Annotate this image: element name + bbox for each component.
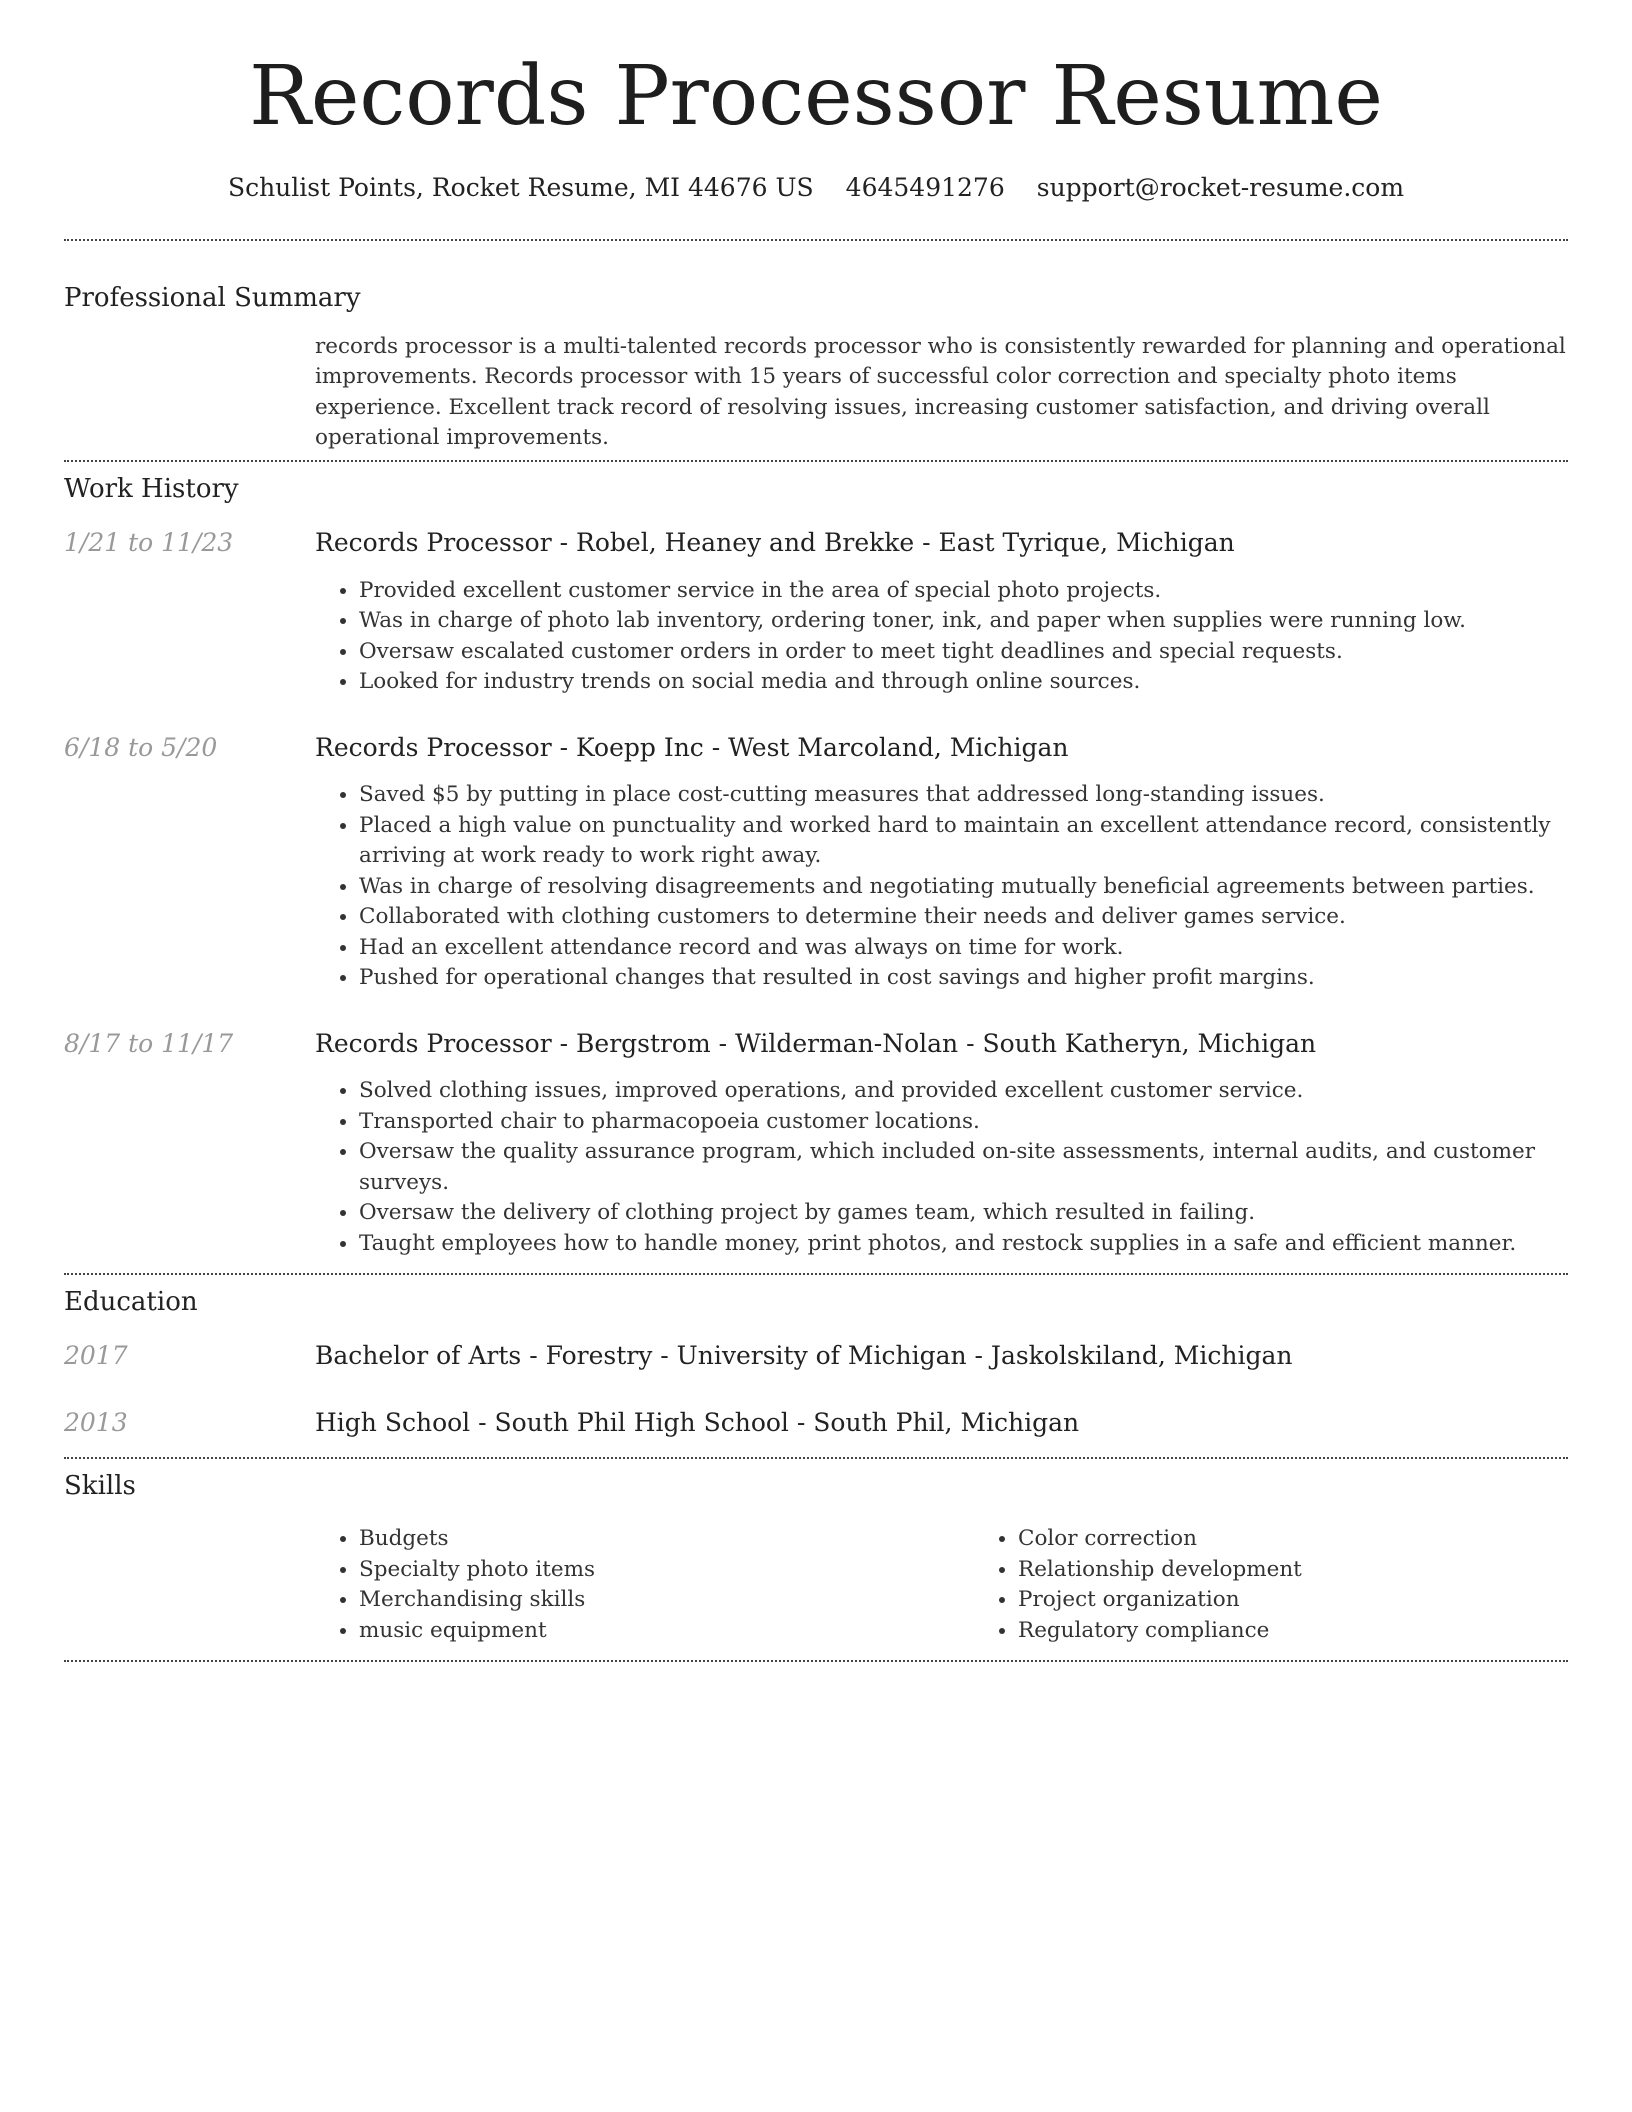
job-entry	[64, 732, 1568, 994]
divider	[64, 1457, 1568, 1459]
summary-text: records processor is a multi-talented records processor who is consistently rewarded for planning and operational improvements. Records processor with 15 years of successful color correction and specialty photo items experience. Excellent track record of resolving issues, increasing customer satisfaction, and driving overall operational improvements.	[315, 333, 1566, 451]
education-heading: High School - South Phil High School - South Phil, Michigan	[315, 1407, 1080, 1437]
education-year: 2013	[64, 1407, 128, 1437]
job-entry	[64, 1028, 1568, 1260]
job-bullet: • Solved clothing issues, improved operations, and provided excellent customer service.	[359, 1076, 1568, 1107]
job-bullet: • Placed a high value on punctuality and worked hard to maintain an excellent attendance record, consistently arriving at work ready to work right away.	[359, 811, 1568, 872]
section-title-skills: Skills	[64, 1471, 136, 1502]
education-year: 2017	[64, 1341, 128, 1371]
divider	[64, 1273, 1568, 1275]
divider	[64, 460, 1568, 462]
skills-grid	[315, 1524, 1632, 1646]
contact-email: support@rocket-resume.com	[1036, 173, 1405, 203]
job-bullet: • Oversaw the delivery of clothing project by games team, which resulted in failing.	[359, 1198, 1568, 1229]
education-entry	[64, 1340, 1568, 1373]
resume-title: Records Processor Resume	[249, 49, 1383, 144]
section-title-education: Education	[64, 1287, 198, 1318]
skill-item: • Relationship development	[1018, 1555, 1632, 1586]
skill-item: • Merchandising skills	[359, 1585, 974, 1616]
section-title-work: Work History	[64, 473, 239, 504]
job-bullet: • Oversaw the quality assurance program, which included on-site assessments, internal audits, and customer surveys.	[359, 1137, 1568, 1198]
resume-page	[64, 0, 1568, 1662]
job-heading: Records Processor - Robel, Heaney and Brekke - East Tyrique, Michigan	[315, 528, 1235, 558]
job-bullet: • Taught employees how to handle money, print photos, and restock supplies in a safe and efficient manner.	[359, 1229, 1568, 1260]
job-heading: Records Processor - Koepp Inc - West Marcoland, Michigan	[315, 732, 1069, 762]
job-bullet: • Pushed for operational changes that resulted in cost savings and higher profit margins.	[359, 963, 1568, 994]
job-bullet: • Looked for industry trends on social media and through online sources.	[359, 667, 1568, 698]
job-dates: 8/17 to 11/17	[64, 1028, 234, 1058]
job-entry	[64, 527, 1568, 698]
skills-list-left	[315, 1524, 974, 1646]
skill-item: • Budgets	[359, 1524, 974, 1555]
education-heading: Bachelor of Arts - Forestry - University of Michigan - Jaskolskiland, Michigan	[315, 1341, 1293, 1371]
job-bullets	[315, 780, 1568, 994]
skills-row	[64, 1524, 1568, 1646]
job-bullet: • Saved $5 by putting in place cost-cutting measures that addressed long-standing issues.	[359, 780, 1568, 811]
job-dates: 1/21 to 11/23	[64, 528, 234, 558]
job-bullet: • Oversaw escalated customer orders in order to meet tight deadlines and special requests.	[359, 637, 1568, 668]
skill-item: • Project organization	[1018, 1585, 1632, 1616]
section-title-summary: Professional Summary	[64, 282, 361, 313]
skill-item: • Color correction	[1018, 1524, 1632, 1555]
divider	[64, 1660, 1568, 1662]
job-dates: 6/18 to 5/20	[64, 732, 218, 762]
contact-address: Schulist Points, Rocket Resume, MI 44676 US	[227, 173, 814, 203]
contact-phone: 4645491276	[845, 173, 1005, 203]
job-bullets	[315, 576, 1568, 698]
summary-row	[64, 332, 1568, 454]
skill-item: • music equipment	[359, 1616, 974, 1647]
skills-list-right	[974, 1524, 1632, 1646]
job-bullet: • Had an excellent attendance record and was always on time for work.	[359, 933, 1568, 964]
job-bullets	[315, 1076, 1568, 1259]
job-bullet: • Collaborated with clothing customers to determine their needs and deliver games service.	[359, 902, 1568, 933]
skill-item: • Specialty photo items	[359, 1555, 974, 1586]
contact-line	[64, 172, 1568, 205]
job-bullet: • Was in charge of photo lab inventory, ordering toner, ink, and paper when supplies were running low.	[359, 606, 1568, 637]
skill-item: • Regulatory compliance	[1018, 1616, 1632, 1647]
job-bullet: • Was in charge of resolving disagreements and negotiating mutually beneficial agreements between parties.	[359, 872, 1568, 903]
job-heading: Records Processor - Bergstrom - Wilderman-Nolan - South Katheryn, Michigan	[315, 1028, 1317, 1058]
divider	[64, 239, 1568, 241]
job-bullet: • Provided excellent customer service in the area of special photo projects.	[359, 576, 1568, 607]
job-bullet: • Transported chair to pharmacopoeia customer locations.	[359, 1107, 1568, 1138]
education-entry	[64, 1407, 1568, 1440]
